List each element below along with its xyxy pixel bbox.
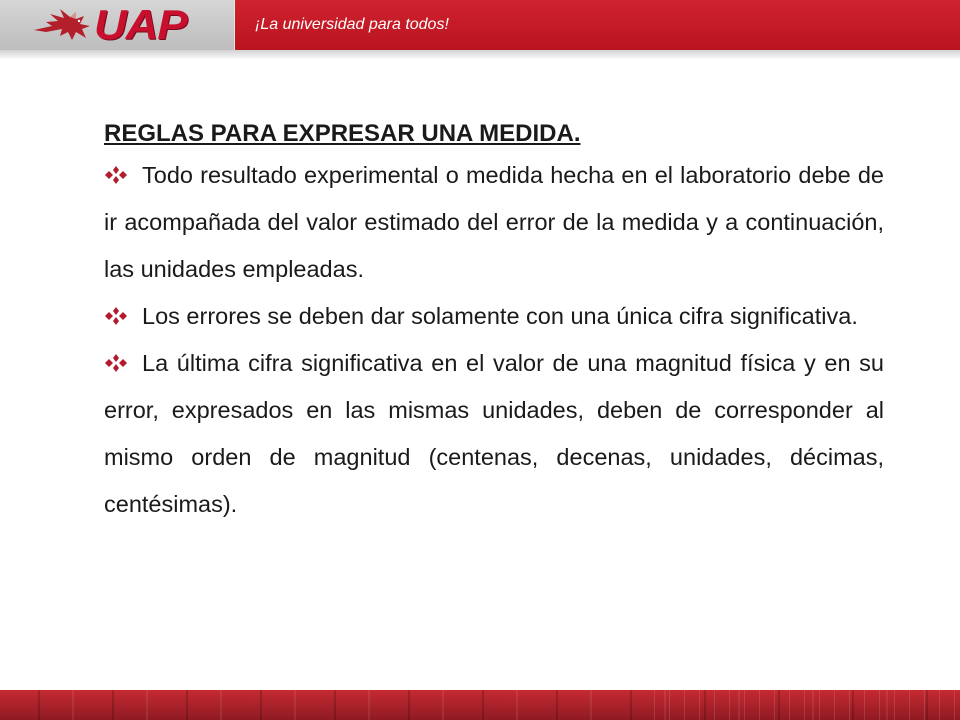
- bullet-item-3: [104, 340, 884, 528]
- diamond-bullet-icon: [104, 306, 128, 326]
- slogan: ¡La universidad para todos!: [255, 16, 449, 33]
- header-shadow: [0, 50, 960, 60]
- diamond-bullet-icon: [104, 165, 128, 185]
- bullet-text-2: Los errores se deben dar solamente con una única cifra significativa.: [142, 303, 858, 329]
- bullet-item-2: [104, 293, 884, 340]
- header: [0, 0, 960, 50]
- header-bar: [234, 0, 960, 50]
- diamond-bullet-icon: [104, 353, 128, 373]
- logo[interactable]: [0, 0, 234, 50]
- footer-pattern: [640, 690, 960, 720]
- slide-content: [104, 116, 884, 528]
- pegasus-logo-icon: [32, 4, 96, 44]
- bullet-text-1: Todo resultado experimental o medida hecha en el laboratorio debe de ir acompañada del valor estimado del error de la medida y a continuación, las unidades empleadas.: [104, 162, 884, 282]
- logo-text: UAP: [94, 1, 187, 48]
- footer-band: [0, 690, 960, 720]
- bullet-item-1: [104, 152, 884, 293]
- bullet-text-3: La última cifra significativa en el valor de una magnitud física y en su error, expresados en las mismas unidades, deben de corresponder al mismo orden de magnitud (centenas, decenas, unidades, décimas, centésimas).: [104, 350, 884, 517]
- slide-title: REGLAS PARA EXPRESAR UNA MEDIDA.: [104, 120, 581, 147]
